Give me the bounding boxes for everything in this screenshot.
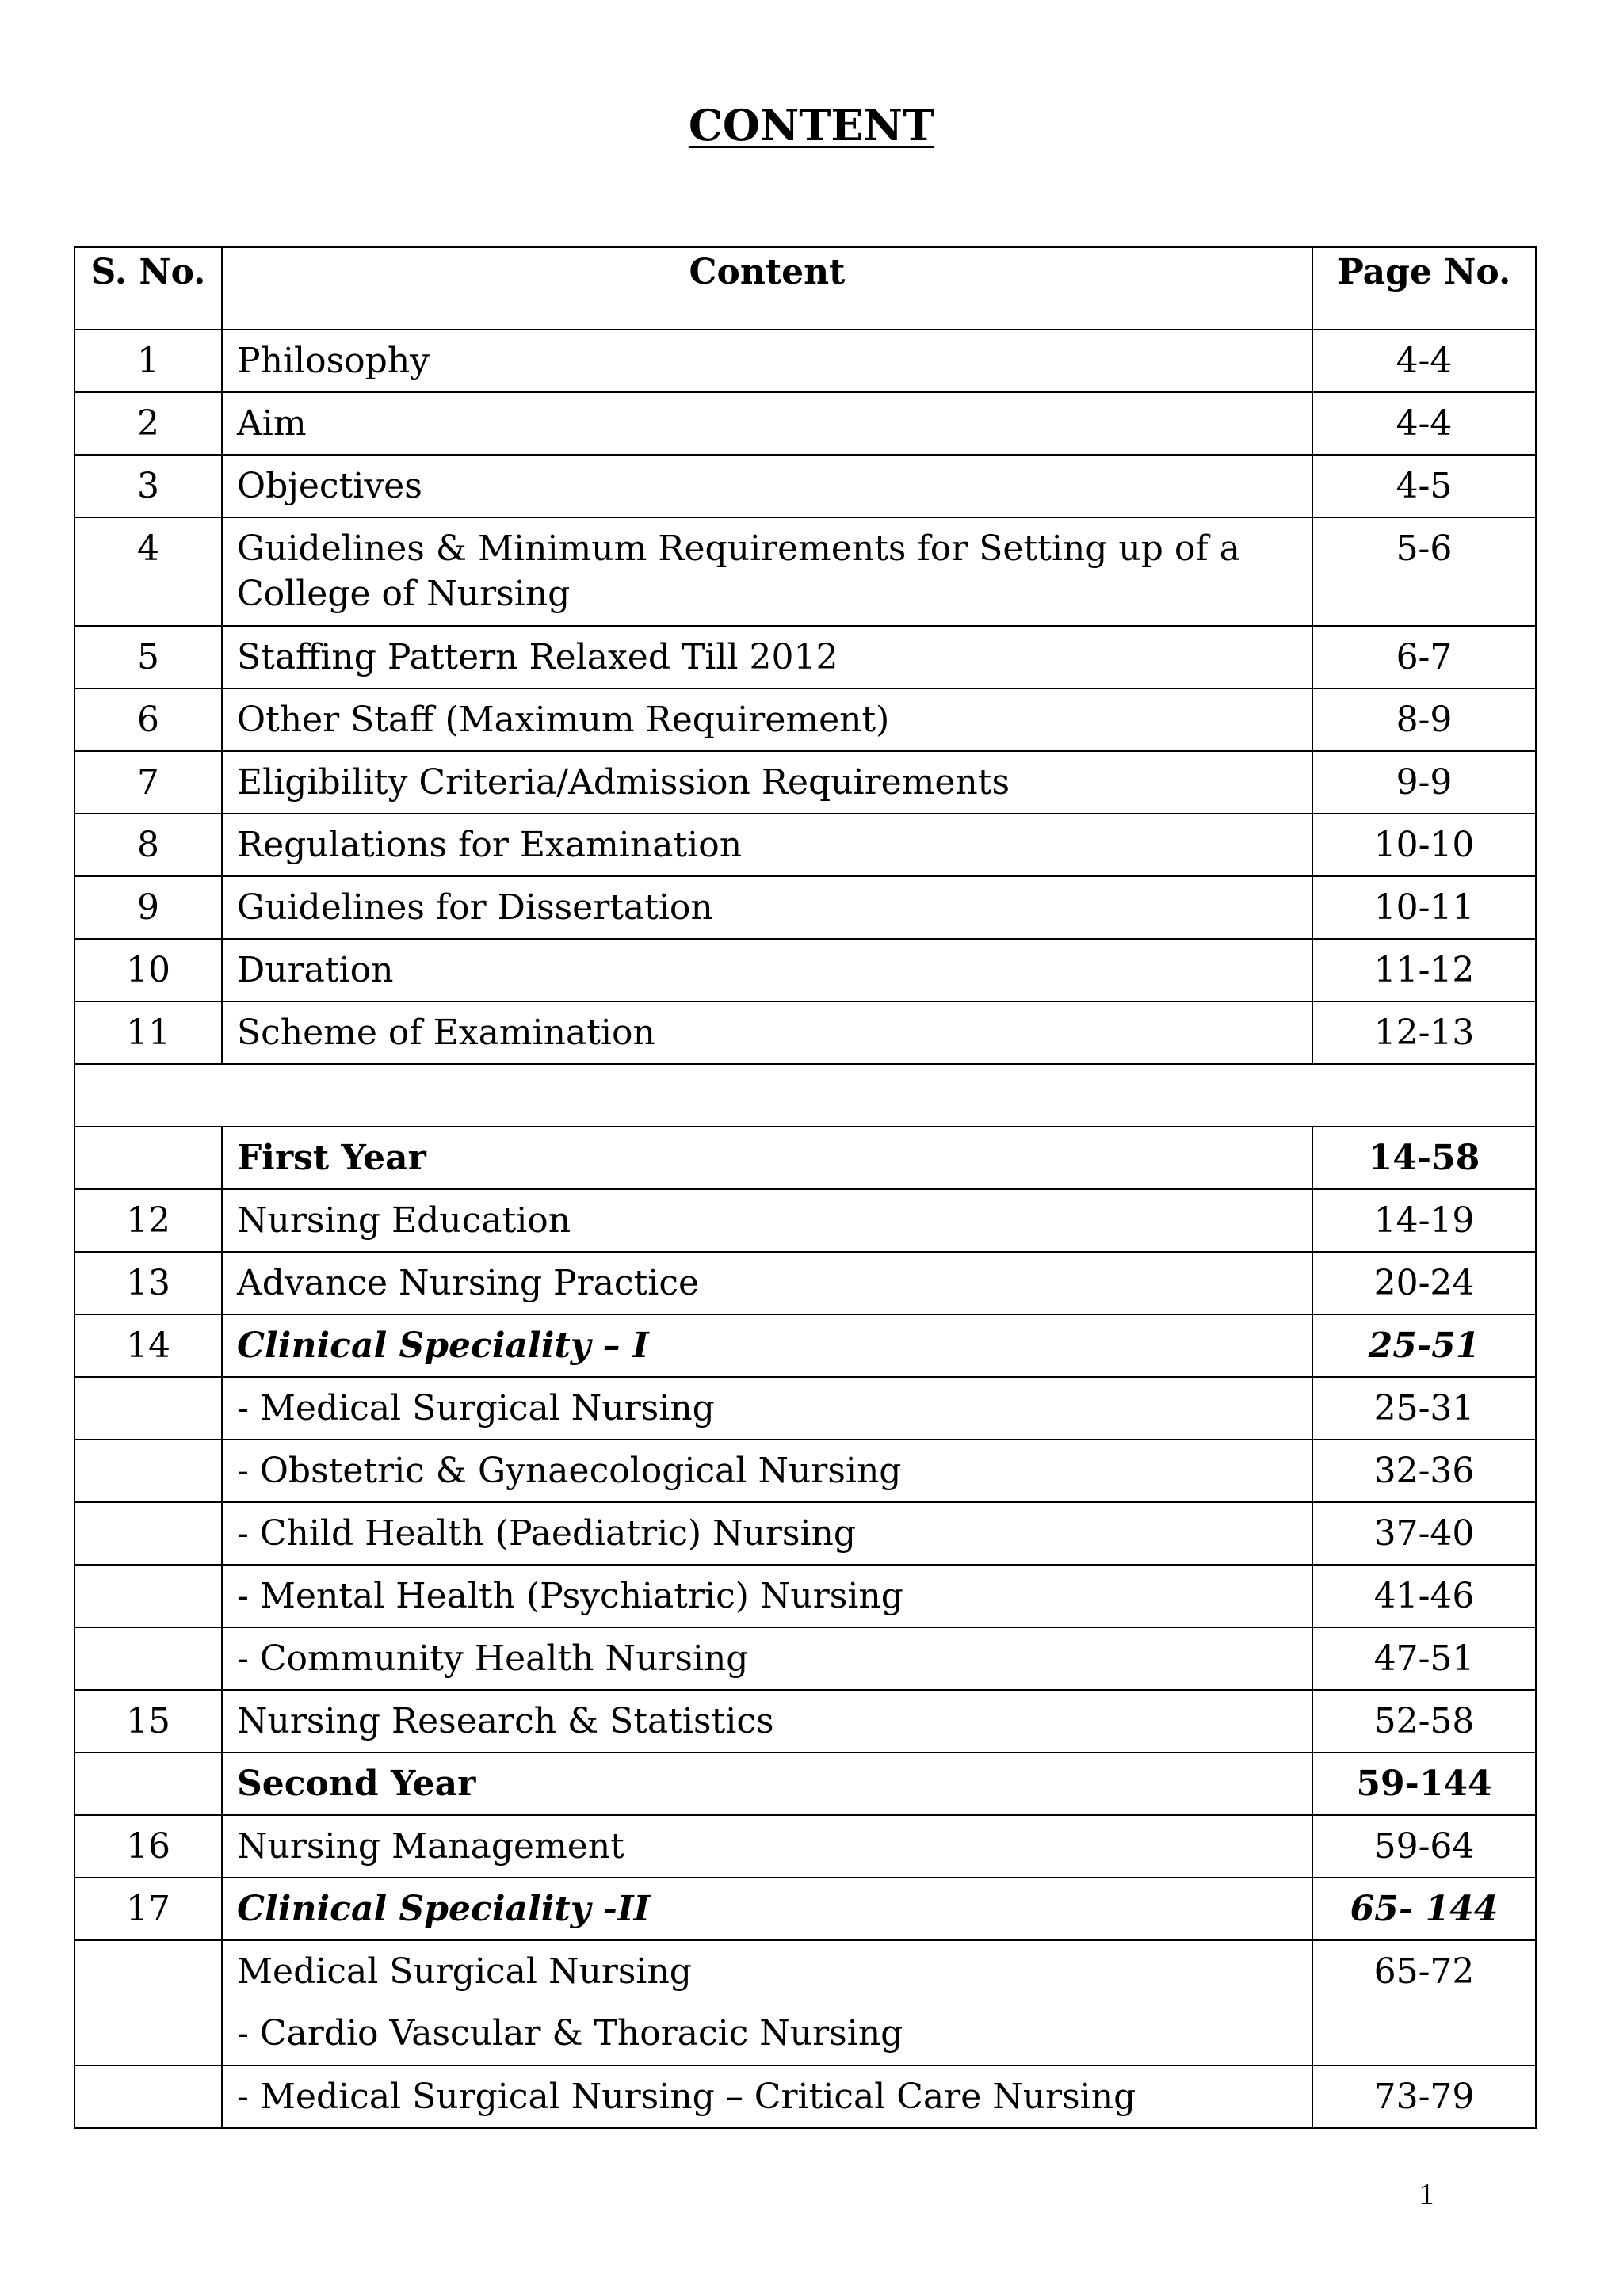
table-row — [74, 392, 1536, 455]
row-sno — [74, 1127, 222, 1189]
row-sno — [74, 1440, 222, 1502]
table-row — [74, 939, 1536, 1001]
row-sno: 9 — [74, 876, 222, 939]
row-content: - Community Health Nursing — [222, 1627, 1312, 1690]
row-sno: 15 — [74, 1690, 222, 1753]
row-page: 59-64 — [1312, 1815, 1536, 1878]
row-sno: 6 — [74, 688, 222, 751]
table-row — [74, 2065, 1536, 2128]
table-row-section-heading — [74, 1127, 1536, 1189]
row-page: 25-31 — [1312, 1377, 1536, 1440]
row-sno: 3 — [74, 455, 222, 517]
row-content: - Medical Surgical Nursing — [222, 1377, 1312, 1440]
row-content: - Child Health (Paediatric) Nursing — [222, 1502, 1312, 1565]
row-sno — [74, 1502, 222, 1565]
table-row — [74, 1565, 1536, 1627]
row-sno: 8 — [74, 814, 222, 876]
row-sno: 2 — [74, 392, 222, 455]
table-row — [74, 1189, 1536, 1252]
row-page: 52-58 — [1312, 1690, 1536, 1753]
row-page: 5-6 — [1312, 517, 1536, 626]
row-content: - Obstetric & Gynaecological Nursing — [222, 1440, 1312, 1502]
row-sno: 10 — [74, 939, 222, 1001]
row-sno: 11 — [74, 1001, 222, 1064]
row-page: 8-9 — [1312, 688, 1536, 751]
row-content: - Mental Health (Psychiatric) Nursing — [222, 1565, 1312, 1627]
row-content: Second Year — [222, 1753, 1312, 1815]
row-page: 4-4 — [1312, 392, 1536, 455]
row-page: 11-12 — [1312, 939, 1536, 1001]
row-page: 65- 144 — [1312, 1878, 1536, 1940]
row-sno — [74, 1753, 222, 1815]
header-sno: S. No. — [74, 247, 222, 330]
row-sno — [74, 1565, 222, 1627]
contents-table — [74, 246, 1537, 2129]
row-content: Scheme of Examination — [222, 1001, 1312, 1064]
row-page: 6-7 — [1312, 626, 1536, 688]
spacer-cell — [74, 1064, 1536, 1127]
table-row — [74, 814, 1536, 876]
row-content-line: - Cardio Vascular & Thoracic Nursing — [237, 2013, 903, 2054]
row-page: 14-58 — [1312, 1127, 1536, 1189]
row-page: 73-79 — [1312, 2065, 1536, 2128]
row-content: First Year — [222, 1127, 1312, 1189]
row-page: 12-13 — [1312, 1001, 1536, 1064]
row-content: Guidelines & Minimum Requirements for Setting up of a College of Nursing — [222, 517, 1312, 626]
row-content: Objectives — [222, 455, 1312, 517]
row-page: 20-24 — [1312, 1252, 1536, 1314]
header-page: Page No. — [1312, 247, 1536, 330]
row-page: 10-11 — [1312, 876, 1536, 939]
row-page: 9-9 — [1312, 751, 1536, 814]
table-row — [74, 1690, 1536, 1753]
table-row — [74, 626, 1536, 688]
row-sno: 16 — [74, 1815, 222, 1878]
row-sno: 13 — [74, 1252, 222, 1314]
row-content: Staffing Pattern Relaxed Till 2012 — [222, 626, 1312, 688]
row-sno — [74, 1627, 222, 1690]
row-sno: 1 — [74, 330, 222, 392]
row-sno: 12 — [74, 1189, 222, 1252]
row-content: Guidelines for Dissertation — [222, 876, 1312, 939]
row-sno: 14 — [74, 1314, 222, 1377]
table-row — [74, 1940, 1536, 2065]
row-content: Nursing Education — [222, 1189, 1312, 1252]
row-content: Clinical Speciality – I — [222, 1314, 1312, 1377]
row-content: Clinical Speciality -II — [222, 1878, 1312, 1940]
row-page: 10-10 — [1312, 814, 1536, 876]
row-page: 14-19 — [1312, 1189, 1536, 1252]
table-spacer-row — [74, 1064, 1536, 1127]
page-title-text: CONTENT — [688, 100, 935, 151]
row-content: Philosophy — [222, 330, 1312, 392]
row-sno: 4 — [74, 517, 222, 626]
table-row — [74, 751, 1536, 814]
table-row-speciality — [74, 1878, 1536, 1940]
row-content — [222, 1940, 1312, 2065]
row-sno — [74, 1940, 222, 2065]
row-page: 4-5 — [1312, 455, 1536, 517]
row-content: Nursing Management — [222, 1815, 1312, 1878]
row-page: 4-4 — [1312, 330, 1536, 392]
row-content: Eligibility Criteria/Admission Requirements — [222, 751, 1312, 814]
row-page: 65-72 — [1312, 1940, 1536, 2065]
table-row — [74, 1815, 1536, 1878]
header-content: Content — [222, 247, 1312, 330]
table-row — [74, 1252, 1536, 1314]
table-row — [74, 876, 1536, 939]
table-header-row — [74, 247, 1536, 330]
table-row — [74, 1377, 1536, 1440]
row-content: Regulations for Examination — [222, 814, 1312, 876]
table-row — [74, 1440, 1536, 1502]
table-row — [74, 1627, 1536, 1690]
row-page: 41-46 — [1312, 1565, 1536, 1627]
row-sno: 7 — [74, 751, 222, 814]
row-page: 47-51 — [1312, 1627, 1536, 1690]
row-sno: 5 — [74, 626, 222, 688]
row-page: 32-36 — [1312, 1440, 1536, 1502]
row-content: - Medical Surgical Nursing – Critical Care Nursing — [222, 2065, 1312, 2128]
table-row — [74, 517, 1536, 626]
row-content-line: Medical Surgical Nursing — [237, 1951, 692, 1992]
table-row-speciality — [74, 1314, 1536, 1377]
table-row-section-heading — [74, 1753, 1536, 1815]
row-page: 37-40 — [1312, 1502, 1536, 1565]
table-row — [74, 455, 1536, 517]
page-number: 1 — [1419, 2178, 1434, 2211]
row-sno — [74, 1377, 222, 1440]
row-content: Nursing Research & Statistics — [222, 1690, 1312, 1753]
row-page: 59-144 — [1312, 1753, 1536, 1815]
table-row — [74, 1001, 1536, 1064]
row-content: Advance Nursing Practice — [222, 1252, 1312, 1314]
table-row — [74, 330, 1536, 392]
table-row — [74, 688, 1536, 751]
row-content: Aim — [222, 392, 1312, 455]
table-row — [74, 1502, 1536, 1565]
page-title — [0, 95, 1623, 155]
row-page: 25-51 — [1312, 1314, 1536, 1377]
row-sno: 17 — [74, 1878, 222, 1940]
row-content: Other Staff (Maximum Requirement) — [222, 688, 1312, 751]
row-content: Duration — [222, 939, 1312, 1001]
row-sno — [74, 2065, 222, 2128]
